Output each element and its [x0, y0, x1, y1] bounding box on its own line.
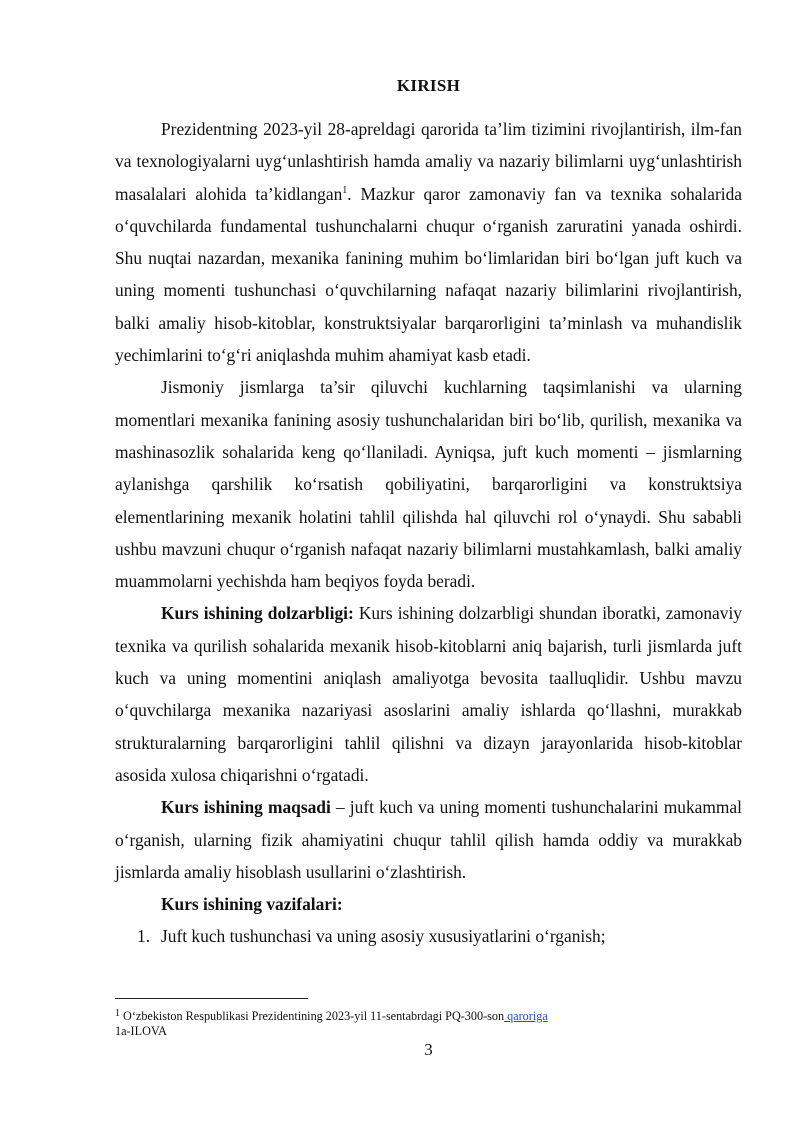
- footnote-marker: 1: [115, 1008, 120, 1019]
- task-text: Juft kuch tushunchasi va uning asosiy xususiyatlarini o‘rganish;: [161, 926, 606, 947]
- footnote: [115, 1009, 742, 1039]
- footnote-reference[interactable]: 1: [342, 184, 348, 196]
- paragraph-goal: [115, 791, 742, 888]
- page-number: 3: [424, 1040, 433, 1059]
- footnote-link[interactable]: qaroriga: [504, 1009, 548, 1023]
- document-page: [115, 0, 742, 1131]
- footnote-separator: [115, 998, 308, 999]
- footnote-text: O‘zbekiston Respublikasi Prezidentining 2023-yil 11-sentabrdagi PQ-300-son: [120, 1009, 505, 1023]
- paragraph-1-text-a: Prezidentning 2023-yil 28-apreldagi qarorida ta’lim tizimini rivojlantirish, ilm-fan va texnologiyalarni uyg‘unlashtirish hamda amaliy va nazariy bilimlarni uyg‘unlashtirish masalalari alohida ta’kidlangan: [115, 119, 742, 204]
- footnote-appendix: 1a-ILOVA: [115, 1024, 167, 1038]
- paragraph-relevance: [115, 597, 742, 791]
- tasks-heading: Kurs ishining vazifalari:: [161, 894, 343, 915]
- footnote-line: [115, 1009, 742, 1024]
- paragraph-2: Jismoniy jismlarga ta’sir qiluvchi kuchlarning taqsimlanishi va ularning momentlari mexanika fanining asosiy tushunchalaridan biri bo‘lib, qurilish, mexanika va mashinasozlik sohalarida keng qo‘llaniladi. Ayniqsa, juft kuch momenti – jismlarning aylanishga qarshilik ko‘rsatish qobiliyatini, barqarorligini va konstruktsiya elementlarining mexanik holatini tahlil qilishda hal qiluvchi rol o‘ynaydi. Shu sababli ushbu mavzuni chuqur o‘rganish nafaqat nazariy bilimlarni mustahkamlash, balki amaliy muammolarni yechishda ham beqiyos foyda beradi.: [115, 377, 742, 592]
- paragraph-1: [115, 113, 742, 371]
- page-heading: KIRISH: [396, 76, 461, 95]
- body-text: [115, 113, 742, 953]
- goal-text: – juft kuch va uning momenti tushunchalarini mukammal o‘rganish, ularning fizik ahamiyatini chuqur tahlil qilish hamda oddiy va murakkab jismlarda amaliy hisoblash usullarini o‘zlashtirish.: [115, 797, 742, 882]
- goal-label: Kurs ishining maqsadi: [161, 797, 331, 818]
- relevance-label: Kurs ishining dolzarbligi:: [161, 603, 354, 624]
- relevance-text: Kurs ishining dolzarbligi shundan iboratki, zamonaviy texnika va qurilish sohalarida mexanik hisob-kitoblarni aniq bajarish, turli jismlarda juft kuch va uning momentini aniqlash amaliyotga bevosita taalluqlidir. Ushbu mavzu o‘quvchilarga mexanika nazariyasi asoslarini amaliy ishlarda qo‘llashni, murakkab strukturalarning barqarorligini tahlil qilishni va dizayn jarayonlarida hisob-kitoblar asosida xulosa chiqarishni o‘rgatadi.: [115, 603, 742, 785]
- paragraph-1-text-b: . Mazkur qaror zamonaviy fan va texnika sohalarida o‘quvchilarda fundamental tushunchalarni chuqur o‘rganish zaruratini yanada oshirdi. Shu nuqtai nazardan, mexanika fanining muhim bo‘limlaridan biri bo‘lgan juft kuch va uning momenti tushunchasi o‘quvchilarning nafaqat nazariy bilimlarini rivojlantirish, balki amaliy hisob-kitoblar, konstruktsiyalar barqarorligini ta’minlash va muhandislik yechimlarini to‘g‘ri aniqlashda muhim ahamiyat kasb etadi.: [115, 183, 743, 366]
- task-number: 1.: [137, 926, 151, 947]
- task-list-item: [115, 920, 742, 952]
